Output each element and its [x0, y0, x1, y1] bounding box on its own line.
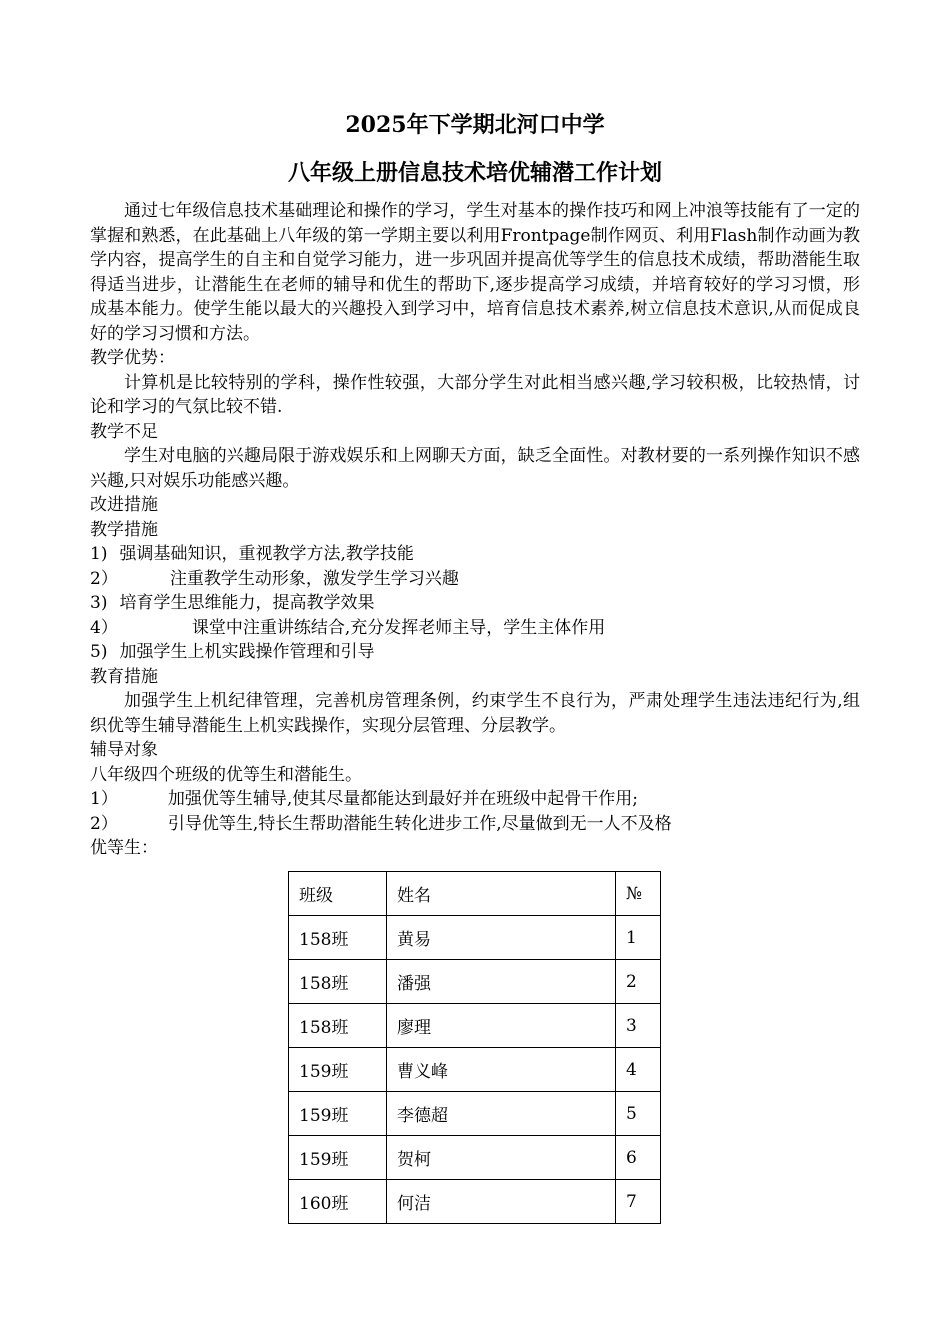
cell-class: 159班: [289, 1136, 387, 1180]
improvements-heading: 改进措施: [90, 495, 158, 515]
cell-name: 李德超: [387, 1092, 616, 1136]
cell-name: 黄易: [387, 916, 616, 960]
cell-number: 5: [616, 1092, 661, 1136]
cell-name: 何洁: [387, 1180, 616, 1224]
list-item-text: 加强学生上机实践操作管理和引导: [119, 642, 375, 662]
cell-class: 160班: [289, 1180, 387, 1224]
cell-name: 曹义峰: [387, 1048, 616, 1092]
cell-class: 158班: [289, 1004, 387, 1048]
list-item-text: 培育学生思维能力，提高教学效果: [119, 593, 375, 613]
cell-number: 3: [616, 1004, 661, 1048]
table-header-row: [289, 872, 661, 916]
cell-number: 6: [616, 1136, 661, 1180]
list-item-number: 4）: [90, 617, 118, 638]
column-header-name: 姓名: [387, 872, 616, 916]
table-row: [289, 1048, 661, 1092]
shortcomings-paragraph: 学生对电脑的兴趣局限于游戏娱乐和上网聊天方面，缺乏全面性。对教材要的一系列操作知识不感兴趣,只对娱乐功能感兴趣。: [90, 446, 860, 491]
list-item: [90, 591, 860, 616]
shortcomings-heading: 教学不足: [90, 421, 158, 442]
cell-name: 贺柯: [387, 1136, 616, 1180]
column-header-class: 班级: [289, 872, 387, 916]
list-item: [90, 567, 860, 592]
top-students-table: [288, 871, 661, 1224]
cell-class: 159班: [289, 1048, 387, 1092]
list-item-number: 1）: [90, 789, 118, 809]
list-item: [90, 812, 860, 837]
document-title-line1: 2025年下学期北河口中学: [345, 112, 605, 138]
list-item-text: 注重教学生动形象，激发学生学习兴趣: [169, 568, 459, 589]
targets-paragraph: 八年级四个班级的优等生和潜能生。: [90, 764, 362, 785]
table-row: [289, 1180, 661, 1224]
list-item-number: 5): [90, 642, 108, 662]
document-body: [90, 199, 860, 861]
list-item-number: 2）: [90, 568, 118, 589]
cell-class: 158班: [289, 916, 387, 960]
list-item: [90, 787, 860, 812]
cell-number: 2: [616, 960, 661, 1004]
education-measures-heading: 教育措施: [90, 666, 158, 687]
list-item: [90, 616, 860, 641]
column-header-number: №: [616, 872, 661, 916]
cell-number: 4: [616, 1048, 661, 1092]
list-item-number: 3): [90, 593, 108, 613]
targets-heading: 辅导对象: [90, 740, 158, 760]
list-item: [90, 640, 860, 665]
top-students-heading: 优等生：: [90, 838, 158, 858]
document-title-line2: 八年级上册信息技术培优辅潜工作计划: [287, 160, 662, 186]
list-item-number: 1): [90, 544, 108, 564]
teaching-measures-heading: 教学措施: [90, 519, 158, 540]
list-item-text: 强调基础知识，重视教学方法,教学技能: [119, 544, 414, 564]
table-row: [289, 960, 661, 1004]
cell-number: 1: [616, 916, 661, 960]
list-item-number: 2）: [90, 813, 118, 834]
cell-number: 7: [616, 1180, 661, 1224]
table-row: [289, 1004, 661, 1048]
cell-name: 廖理: [387, 1004, 616, 1048]
cell-name: 潘强: [387, 960, 616, 1004]
table-row: [289, 916, 661, 960]
cell-class: 158班: [289, 960, 387, 1004]
list-item-text: 课堂中注重讲练结合,充分发挥老师主导，学生主体作用: [191, 617, 606, 638]
advantages-heading: 教学优势：: [90, 348, 175, 368]
cell-class: 159班: [289, 1092, 387, 1136]
intro-paragraph: 通过七年级信息技术基础理论和操作的学习，学生对基本的操作技巧和网上冲浪等技能有了一定的掌握和熟悉，在此基础上八年级的第一学期主要以利用Frontpage制作网页、利用Flash制作动画为教学内容，提高学生的自主和自觉学习能力，进一步巩固并提高优等学生的信息技术成绩，帮助潜能生取得适当进步，让潜能生在老师的辅导和优生的帮助下,逐步提高学习成绩，并培育较好的学习习惯，形成基本能力。使学生能以最大的兴趣投入到学习中，培育信息技术素养,树立信息技术意识,从而促成良好的学习习惯和方法。: [90, 201, 860, 344]
list-item-text: 加强优等生辅导,使其尽量都能达到最好并在班级中起骨干作用;: [167, 789, 638, 809]
advantages-paragraph: 计算机是比较特别的学科，操作性较强，大部分学生对此相当感兴趣,学习较积极，比较热情，讨论和学习的气氛比较不错.: [90, 372, 860, 417]
list-item-text: 引导优等生,特长生帮助潜能生转化进步工作,尽量做到无一人不及格: [167, 813, 672, 834]
education-measures-paragraph: 加强学生上机纪律管理，完善机房管理条例，约束学生不良行为，严肃处理学生违法违纪行为,组织优等生辅导潜能生上机实践操作，实现分层管理、分层教学。: [90, 691, 860, 736]
table-row: [289, 1092, 661, 1136]
table-row: [289, 1136, 661, 1180]
list-item: [90, 542, 860, 567]
